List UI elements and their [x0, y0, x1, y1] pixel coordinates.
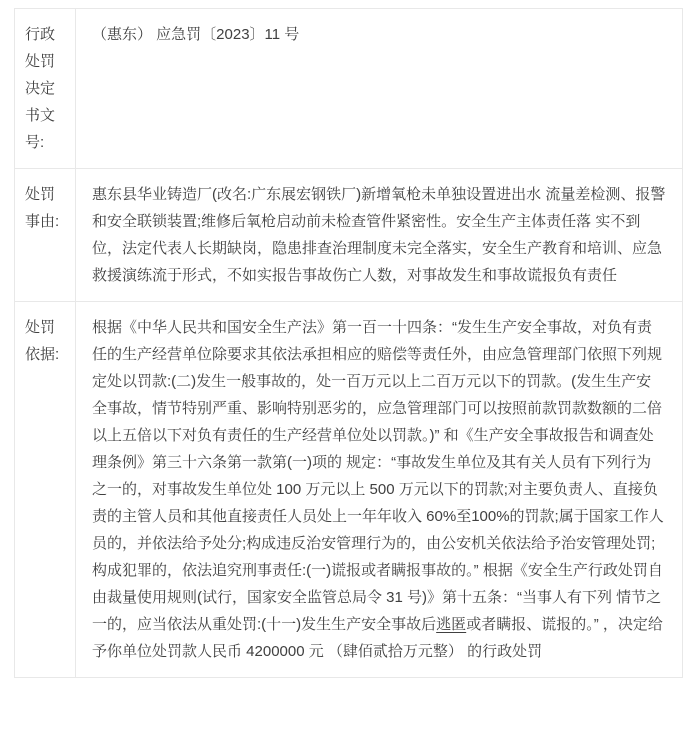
penalty-reason-text: 惠东县华业铸造厂(改名:广东展宏钢铁厂)新增氧枪未单独设置进出水 流量差检测、报警和安全联锁装置;维修后氧枪启动前未检查管件紧密性。安全生产主体责任落 实不到位，法定代表人长期缺岗，隐患排查治理制度未完全落实，安全生产教育和培训、应急 救援演练流于形式，不如实报告事故伤亡人数，对事故发生和事故谎报负有责任	[76, 169, 683, 302]
penalty-decision-table	[14, 8, 683, 678]
fled-underlined-text: 逃匿	[436, 616, 467, 633]
penalty-basis-text	[76, 302, 683, 678]
label-penalty-basis: 处罚依据:	[15, 302, 76, 678]
table-row	[15, 169, 683, 302]
penalty-basis-text-before: 根据《中华人民共和国安全生产法》第一百一十四条：“发生生产安全事故，对负有责任的生产经营单位除要求其依法承担相应的赔偿等责任外，由应急管理部门依照下列规定处以罚款:(二)发生一般事故的，处一百万元以上二百万元以下的罚款。(发生生产安全事故，情节特别严重、影响特别恶劣的，应急管理部门可以按照前款罚款数额的二倍以上五倍以下对负有责任的生产经营单位处以罚款。)” 和《生产安全事故报告和调查处理条例》第三十六条第一款第(一)项的 规定：“事故发生单位及其有关人员有下列行为之一的，对事故发生单位处 100 万元以上 500 万元以下的罚款;对主要负责人、直接负责的主管人员和其他直接责任人员处上一年年收入 60%至100%的罚款;属于国家工作人员的，并依法给予处分;构成违反治安管理行为的，由公安机关依法给予治安管理处罚;构成犯罪的，依法追究刑事责任:(一)谎报或者瞒报事故的。” 根据《安全生产行政处罚自由裁量使用规则(试行，国家安全监管总局令 31 号)》第十五条：“当事人有下列 情节之一的，应当依法从重处罚:(十一)发生生产安全事故后	[92, 319, 664, 633]
table-row	[15, 9, 683, 169]
table-row	[15, 302, 683, 678]
label-document-number: 行政处罚决定书文号:	[15, 9, 76, 169]
document-number-value: （惠东） 应急罚〔2023〕11 号	[76, 9, 683, 169]
penalty-basis-text-after: 或者瞒报、谎报的。” ，决定给予你单位处罚款人民币 4200000 元 （肆佰贰拾万元整） 的行政处罚	[92, 616, 663, 660]
label-penalty-reason: 处罚事由:	[15, 169, 76, 302]
